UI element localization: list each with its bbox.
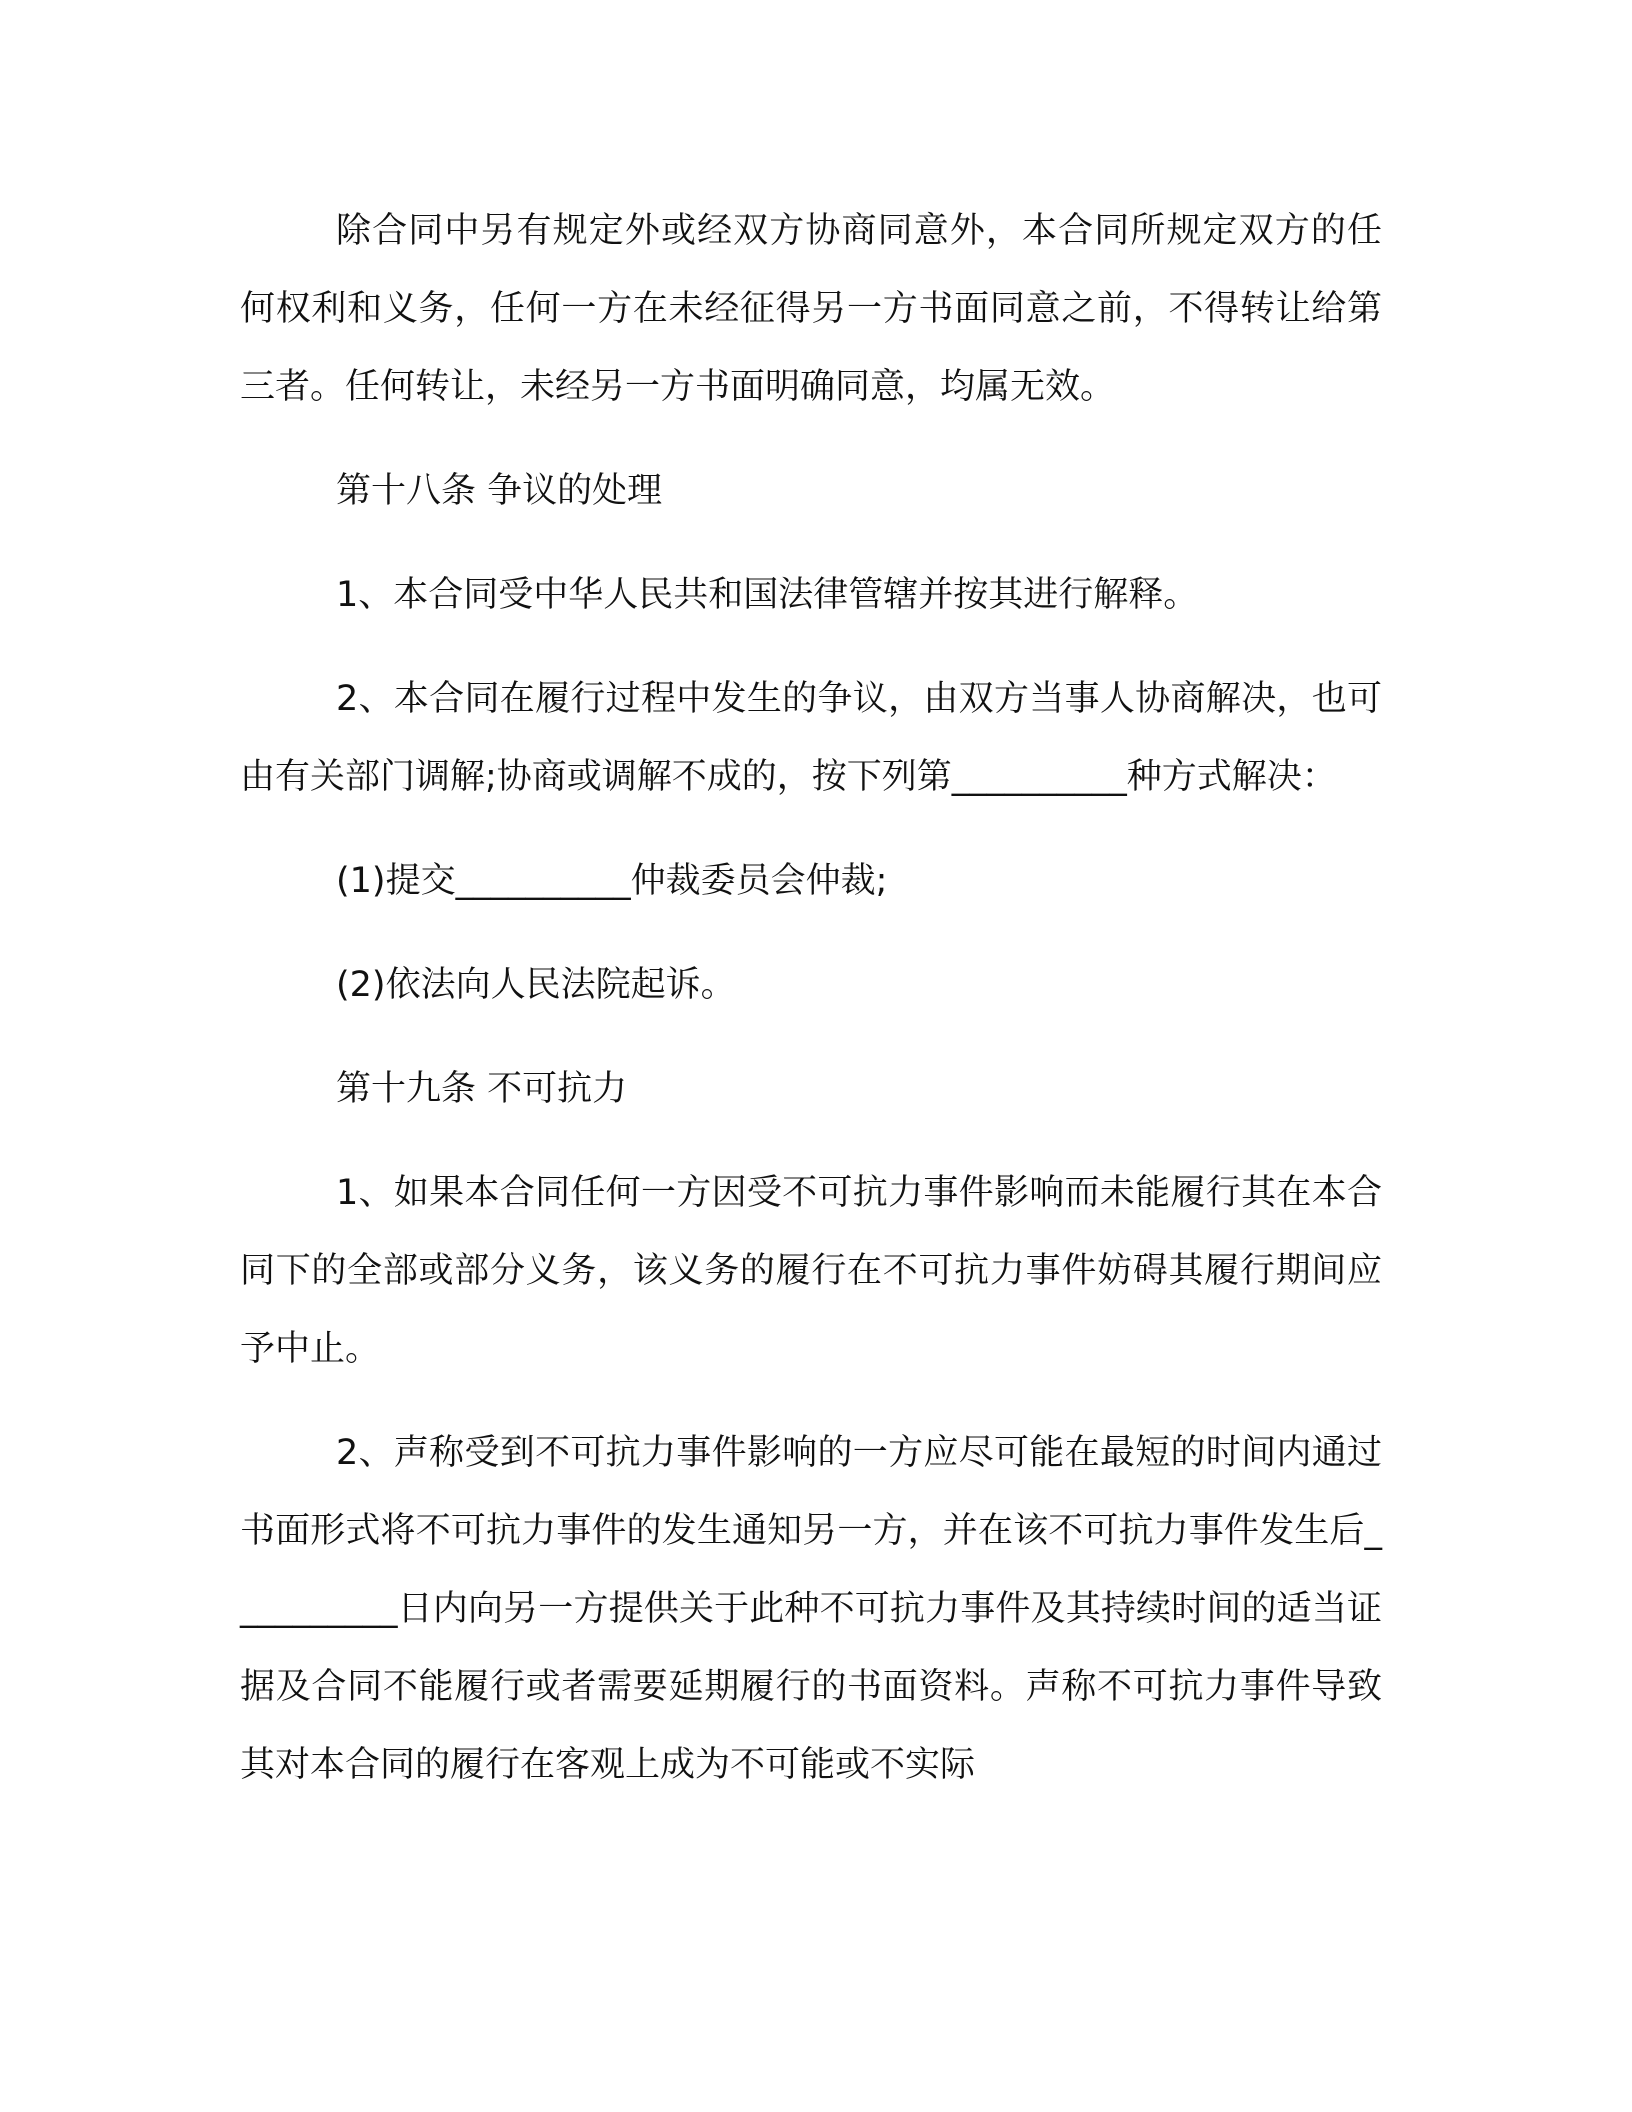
- paragraph-litigation-option: (2)依法向人民法院起诉。: [336, 965, 736, 1005]
- paragraph-arbitration-option: (1)提交__________仲裁委员会仲裁;: [336, 861, 888, 901]
- paragraph-force-majeure-suspension: 1、如果本合同任何一方因受不可抗力事件影响而未能履行其在本合同下的全部或部分义务，该义务的履行在不可抗力事件妨碍其履行期间应予中止。: [240, 1173, 1382, 1369]
- document-body: [240, 192, 1382, 1830]
- paragraph-governing-law: 1、本合同受中华人民共和国法律管辖并按其进行解释。: [336, 575, 1199, 615]
- article-19-heading: 第十九条 不可抗力: [336, 1069, 628, 1109]
- paragraph-transfer-clause: 除合同中另有规定外或经双方协商同意外，本合同所规定双方的任何权利和义务，任何一方在未经征得另一方书面同意之前，不得转让给第三者。任何转让，未经另一方书面明确同意，均属无效。: [240, 211, 1382, 407]
- article-18-heading: 第十八条 争议的处理: [336, 471, 663, 511]
- paragraph-dispute-resolution: 2、本合同在履行过程中发生的争议，由双方当事人协商解决，也可由有关部门调解;协商或调解不成的，按下列第__________种方式解决：: [240, 679, 1382, 797]
- paragraph-force-majeure-notice: 2、声称受到不可抗力事件影响的一方应尽可能在最短的时间内通过书面形式将不可抗力事件的发生通知另一方，并在该不可抗力事件发生后__________日内向另一方提供关于此种不可抗力事件及其持续时间的适当证据及合同不能履行或者需要延期履行的书面资料。声称不可抗力事件导致其对本合同的履行在客观上成为不可能或不实际: [240, 1433, 1382, 1785]
